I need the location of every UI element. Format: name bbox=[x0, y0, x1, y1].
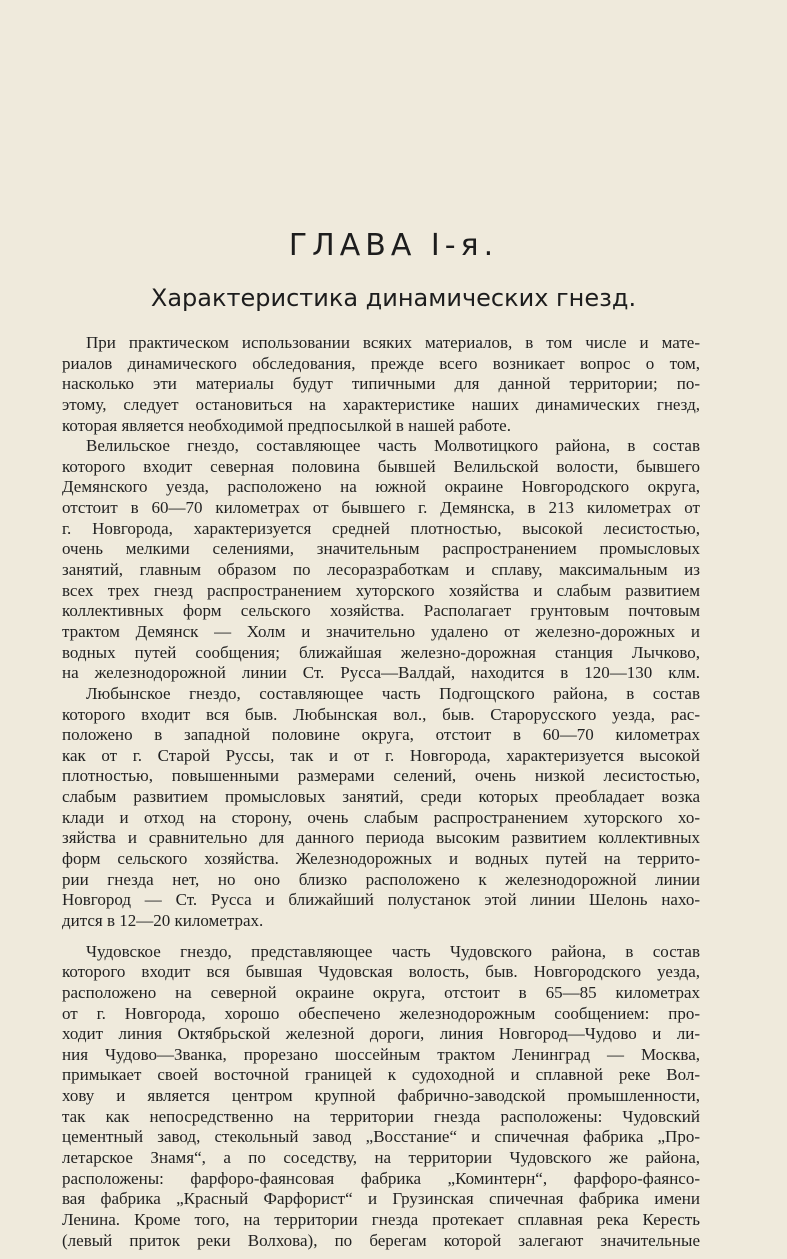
text-line: хову и является центром крупной фабрично-заводской промышленности, bbox=[62, 1086, 700, 1106]
text-line: коллективных форм сельского хозяйства. Располагает грунтовым почтовым bbox=[62, 601, 700, 621]
text-line: При практическом использовании всяких материалов, в том числе и мате- bbox=[86, 333, 700, 352]
text-line: Новгород — Ст. Русса и ближайший полустанок этой линии Шелонь нахо- bbox=[62, 890, 700, 910]
text-line: которого входит вся бывшая Чудовская волость, быв. Новгородского уезда, bbox=[62, 962, 700, 982]
text-line: ходит линия Октябрьской железной дороги, линия Новгород—Чудово и ли- bbox=[62, 1024, 700, 1044]
text-line: Чудовское гнездо, представляющее часть Чудовского района, в состав bbox=[86, 941, 700, 961]
paragraph-intro bbox=[62, 333, 700, 436]
text-line: от г. Новгорода, хорошо обеспечено железнодорожным сообщением: про- bbox=[62, 1003, 700, 1023]
text-line: риалов динамического обследования, прежде всего возникает вопрос о том, bbox=[62, 353, 700, 373]
paragraph-chudovskoe bbox=[62, 942, 700, 1252]
text-line: на железнодорожной линии Ст. Русса—Валдай, находится в 120—130 клм. bbox=[62, 663, 700, 683]
text-line: Демянского уезда, расположено на южной окраине Новгородского округа, bbox=[62, 477, 700, 497]
text-line: ния Чудово—Званка, прорезано шоссейным трактом Ленинград — Москва, bbox=[62, 1044, 700, 1064]
paragraph-velilskoe bbox=[62, 436, 700, 684]
text-line: слабым развитием промысловых занятий, среди которых преобладает возка bbox=[62, 787, 700, 807]
text-line: занятий, главным образом по лесоразработкам и сплаву, максимальным из bbox=[62, 560, 700, 580]
text-line: цементный завод, стекольный завод „Восстание“ и спичечная фабрика „Про- bbox=[62, 1127, 700, 1147]
text-line: зяйства и сравнительно для данного периода высоким развитием коллективных bbox=[62, 828, 700, 848]
text-line: которого входит северная половина бывшей Велильской волости, бывшего bbox=[62, 456, 700, 476]
text-line: положено в западной половине округа, отстоит в 60—70 километрах bbox=[62, 725, 700, 745]
text-line: летарское Знамя“, а по соседству, на территории Чудовского же района, bbox=[62, 1147, 700, 1167]
text-line: Ленина. Кроме того, на территории гнезда протекает сплавная река Кересть bbox=[62, 1209, 700, 1229]
text-line: которая является необходимой предпосылкой в нашей работе. bbox=[62, 415, 511, 435]
text-line: (левый приток реки Волхова), по берегам которой залегают значительные bbox=[62, 1230, 700, 1250]
text-line: так как непосредственно на территории гнезда расположены: Чудовский bbox=[62, 1106, 700, 1126]
text-line: рии гнезда нет, но оно близко расположено к железнодорожной линии bbox=[62, 869, 700, 889]
text-line: клади и отход на сторону, очень слабым распространением хуторского хо- bbox=[62, 807, 700, 827]
text-line: насколько эти материалы будут типичными для данной территории; по- bbox=[62, 374, 700, 394]
text-line: водных путей сообщения; ближайшая железно-дорожная станция Лычково, bbox=[62, 642, 700, 662]
text-line: вая фабрика „Красный Фарфорист“ и Грузинская спичечная фабрика имени bbox=[62, 1189, 700, 1209]
text-line: примыкает своей восточной границей к судоходной и сплавной реке Вол- bbox=[62, 1065, 700, 1085]
text-line: дится в 12—20 километрах. bbox=[62, 910, 264, 930]
text-line: Велильское гнездо, составляющее часть Молвотицкого района, в состав bbox=[86, 436, 700, 456]
text-line: Любынское гнездо, составляющее часть Подгощского района, в состав bbox=[86, 683, 700, 703]
text-line: г. Новгорода, характеризуется средней плотностью, высокой лесистостью, bbox=[62, 518, 700, 538]
body-text bbox=[62, 333, 700, 1251]
text-line: форм сельского хозяйства. Железнодорожных и водных путей на террито- bbox=[62, 849, 700, 869]
text-line: трактом Демянск — Холм и значительно удалено от железно-дорожных и bbox=[62, 621, 700, 641]
text-line: расположено на северной окраине округа, отстоит в 65—85 километрах bbox=[62, 982, 700, 1002]
chapter-title: ГЛАВА I-я. bbox=[288, 228, 499, 263]
text-line: плотностью, повышенными размерами селений, очень низкой лесистостью, bbox=[62, 766, 700, 786]
text-line: расположены: фарфоро-фаянсовая фабрика „Коминтерн“, фарфоро-фаянсо- bbox=[62, 1168, 700, 1188]
section-title: Характеристика динамических гнезд. bbox=[150, 284, 637, 312]
text-line: всех трех гнезд распространением хуторского хозяйства и слабым развитием bbox=[62, 580, 700, 600]
text-line: очень мелкими селениями, значительным распространением промысловых bbox=[62, 539, 700, 559]
text-line: которого входит вся быв. Любынская вол., быв. Старорусского уезда, рас- bbox=[62, 704, 700, 724]
text-line: этому, следует остановиться на характеристике наших динамических гнезд, bbox=[62, 394, 700, 414]
paragraph-lyubynskoe bbox=[62, 684, 700, 932]
text-line: как от г. Старой Руссы, так и от г. Новгорода, характеризуется высокой bbox=[62, 745, 700, 765]
text-line: отстоит в 60—70 километрах от бывшего г. Демянска, в 213 километрах от bbox=[62, 498, 700, 518]
